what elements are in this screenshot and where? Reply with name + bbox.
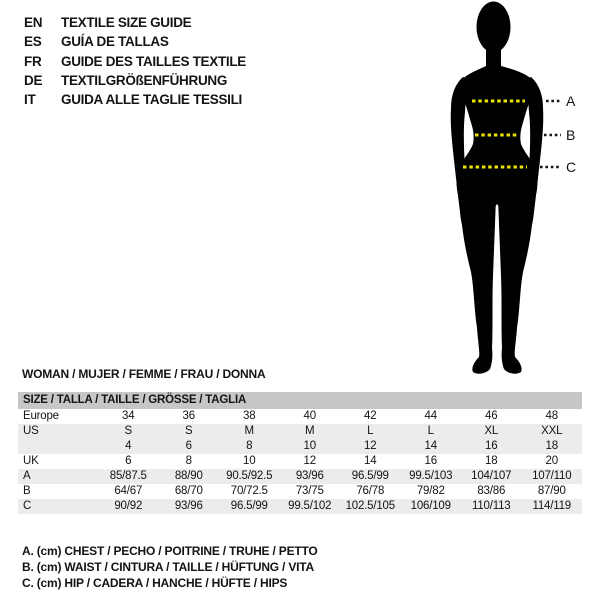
cell: XXL	[541, 425, 563, 437]
cell: 106/109	[410, 500, 451, 512]
cell: 110/113	[472, 500, 511, 512]
cell: L	[427, 425, 434, 437]
table-row-us-numbers	[18, 439, 582, 454]
cell: 90.5/92.5	[226, 470, 273, 482]
cell: 38	[243, 410, 256, 422]
marker-c-label: C	[566, 159, 577, 175]
row-label	[18, 439, 98, 454]
table-row-waist	[18, 484, 582, 499]
lang-label-es: GUÍA DE TALLAS	[61, 34, 169, 50]
cell: M	[244, 425, 254, 437]
cell: 99.5/102	[288, 500, 332, 512]
row-label: US	[23, 425, 39, 437]
cell: XL	[484, 425, 499, 437]
lang-code-de: DE	[24, 72, 43, 88]
cell: 4	[125, 440, 132, 452]
cell: 14	[364, 455, 377, 467]
cell: 70/72.5	[230, 485, 268, 497]
cell: 16	[424, 455, 437, 467]
cell: S	[185, 425, 193, 437]
cell: 42	[364, 410, 377, 422]
lang-row-it	[24, 90, 246, 109]
table-row-chest	[18, 469, 582, 484]
lang-label-fr: GUIDE DES TAILLES TEXTILE	[61, 53, 247, 69]
cell: M	[305, 425, 315, 437]
cell: L	[367, 425, 374, 437]
row-label: A	[23, 470, 31, 482]
cell: 40	[303, 410, 316, 422]
cell: 79/82	[416, 485, 445, 497]
woman-silhouette-figure	[430, 0, 600, 390]
lang-code-en: EN	[24, 15, 43, 30]
cell: 48	[545, 410, 558, 422]
row-label: B	[23, 485, 31, 497]
cell: 10	[303, 440, 316, 452]
table-row-uk	[18, 454, 582, 469]
cell: 44	[424, 410, 437, 422]
cell: 76/78	[356, 485, 385, 497]
legend-line-waist: B. (cm) WAIST / CINTURA / TAILLE / HÜFTUNG / VITA	[22, 560, 314, 575]
legend-line-chest: A. (cm) CHEST / PECHO / POITRINE / TRUHE / PETTO	[22, 544, 318, 558]
size-table-header: SIZE / TALLA / TAILLE / GRÖSSE / TAGLIA	[18, 392, 582, 409]
cell: 46	[485, 410, 498, 422]
cell: 96.5/99	[230, 500, 268, 512]
woman-silhouette-icon	[430, 0, 600, 390]
cell: 114/119	[532, 500, 571, 512]
lang-code-it: IT	[24, 92, 36, 108]
marker-a-label: A	[566, 93, 576, 109]
row-label: UK	[23, 455, 39, 467]
measurement-legend	[22, 543, 318, 592]
cell: 10	[243, 455, 256, 467]
table-row-hip	[18, 499, 582, 514]
row-label: Europe	[23, 410, 59, 422]
cell: 88/90	[174, 470, 203, 482]
cell: 96.5/99	[351, 470, 389, 482]
cell: 83/86	[477, 485, 506, 497]
cell: 8	[185, 455, 192, 467]
cell: 36	[182, 410, 195, 422]
cell: 85/87.5	[109, 470, 147, 482]
lang-row-de	[24, 71, 246, 90]
lang-code-es: ES	[24, 34, 42, 50]
cell: 107/110	[532, 470, 572, 482]
table-row-europe	[18, 409, 582, 424]
cell: 12	[364, 440, 377, 452]
cell: 34	[122, 410, 135, 422]
cell: 16	[485, 440, 498, 452]
row-label: C	[23, 500, 32, 512]
cell: 6	[185, 440, 192, 452]
cell: 93/96	[174, 500, 203, 512]
cell: 64/67	[114, 485, 143, 497]
cell: 68/70	[174, 485, 203, 497]
cell: 104/107	[471, 470, 512, 482]
cell: 93/96	[295, 470, 324, 482]
gender-group-title: WOMAN / MUJER / FEMME / FRAU / DONNA	[22, 367, 266, 381]
language-title-list	[24, 13, 246, 109]
cell: 18	[485, 455, 498, 467]
size-table	[18, 392, 582, 514]
cell: 12	[303, 455, 316, 467]
lang-label-it: GUIDA ALLE TAGLIE TESSILI	[61, 92, 242, 108]
cell: 99.5/103	[409, 470, 453, 482]
table-row-us-letters	[18, 424, 582, 439]
cell: 90/92	[114, 500, 143, 512]
cell: 102.5/105	[345, 500, 395, 512]
lang-row-es	[24, 32, 246, 51]
lang-label-en: TEXTILE SIZE GUIDE	[61, 15, 192, 30]
cell: 87/90	[537, 485, 566, 497]
cell: 14	[424, 440, 437, 452]
cell: 20	[545, 455, 558, 467]
cell: 8	[246, 440, 253, 452]
lang-label-de: TEXTILGRÖßENFÜHRUNG	[61, 72, 228, 88]
cell: 6	[125, 455, 132, 467]
lang-row-fr	[24, 52, 246, 71]
cell: S	[124, 425, 132, 437]
lang-row-en	[24, 13, 246, 32]
cell: 73/75	[295, 485, 324, 497]
legend-line-hip: C. (cm) HIP / CADERA / HANCHE / HÜFTE / HIPS	[22, 576, 288, 591]
cell: 18	[545, 440, 558, 452]
marker-b-label: B	[566, 127, 576, 143]
lang-code-fr: FR	[24, 53, 42, 69]
